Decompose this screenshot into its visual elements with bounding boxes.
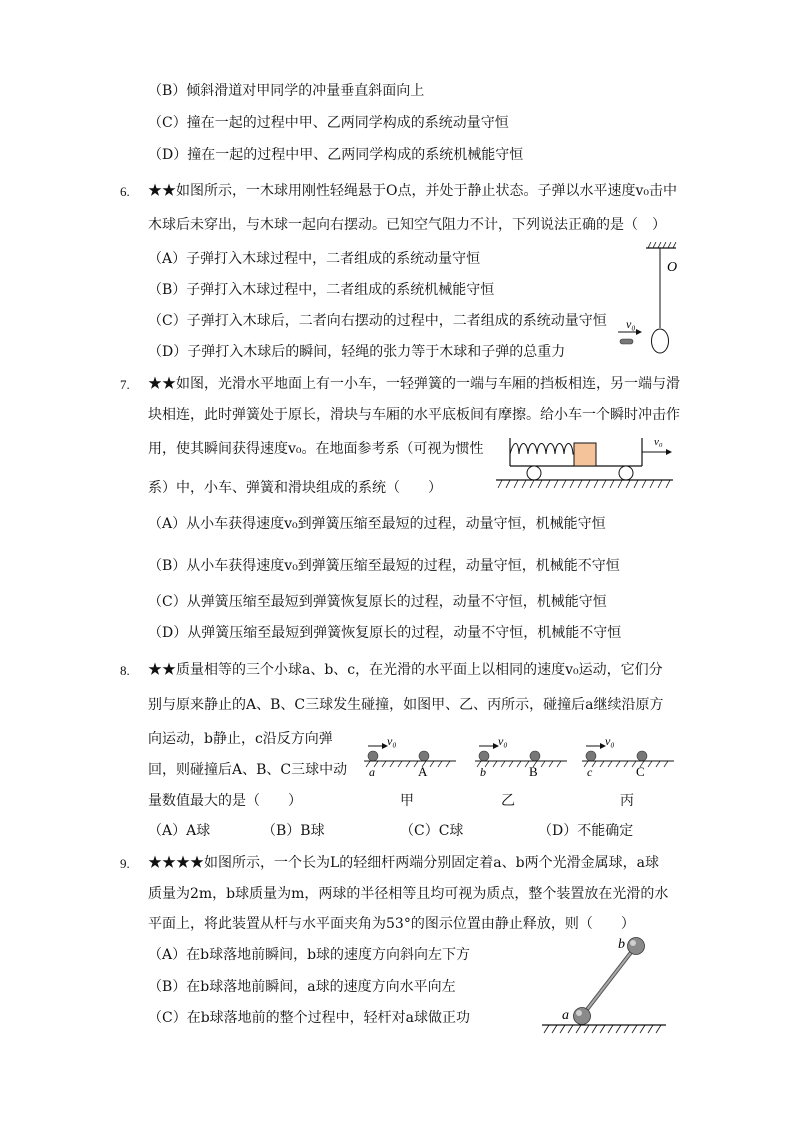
ball-c — [586, 751, 596, 761]
ball-a-q9 — [574, 1008, 591, 1025]
q7-option-c: （C）从弹簧压缩至最短到弹簧恢复原长的过程，动量不守恒，机械能守恒 — [148, 594, 607, 610]
q6-number: 6. — [120, 184, 130, 199]
q9-number: 9. — [120, 856, 130, 871]
q8-bing-v0: v₀ — [605, 734, 615, 748]
q8-yi-small-label: b — [480, 765, 486, 779]
ball-b — [479, 751, 489, 761]
q8-stem-line4: 回，则碰撞后A、B、C三球中动 — [148, 762, 348, 778]
q9-option-a: （A）在b球落地前瞬间，b球的速度方向斜向左下方 — [148, 947, 471, 963]
ball-C — [637, 751, 647, 761]
q7-stem-line1: ★★如图，光滑水平地面上有一小车，一轻弹簧的一端与车厢的挡板相连，另一端与滑 — [148, 376, 680, 392]
q8-caption-jia: 甲 — [400, 793, 414, 809]
q6-option-a: （A）子弹打入木球过程中，二者组成的系统动量守恒 — [148, 251, 481, 267]
cart-wheel-right — [619, 466, 633, 480]
q8-caption-yi: 乙 — [501, 793, 515, 809]
q8-jia-small-label: a — [369, 765, 375, 779]
q7-cart-figure — [492, 432, 677, 492]
q7-option-d: （D）从弹簧压缩至最短到弹簧恢复原长的过程，动量不守恒，机械能不守恒 — [148, 625, 622, 641]
q8-bing-big-label: C — [636, 764, 645, 779]
q8-figure-jia — [362, 730, 460, 782]
q6-pendulum-figure — [612, 242, 688, 358]
q7-number: 7. — [120, 377, 130, 392]
q8-jia-big-label: A — [418, 764, 428, 779]
q8-stem-line1: ★★质量相等的三个小球a、b、c，在光滑的水平面上以相同的速度v₀运动，它们分 — [148, 662, 663, 678]
q6-stem-line1: ★★如图所示，一木球用刚性轻绳悬于O点，并处于静止状态。子弹以水平速度v₀击中 — [148, 183, 677, 199]
q5-option-b: （B）倾斜滑道对甲同学的冲量垂直斜面向上 — [148, 83, 425, 99]
ball-B — [530, 751, 540, 761]
q8-bing-small-label: c — [587, 765, 593, 779]
q8-option-d: （D）不能确定 — [538, 823, 634, 839]
q9-option-c: （C）在b球落地前的整个过程中，轻杆对a球做正功 — [148, 1010, 471, 1026]
q8-figure-bing — [580, 730, 678, 782]
q5-option-d: （D）撞在一起的过程中甲、乙两同学构成的系统机械能守恒 — [148, 147, 524, 163]
ball-A — [419, 751, 429, 761]
q9-label-b: b — [618, 937, 625, 952]
q8-option-c: （C）C球 — [400, 823, 464, 839]
q9-option-b: （B）在b球落地前瞬间，a球的速度方向水平向左 — [148, 979, 456, 995]
q8-number: 8. — [120, 663, 130, 678]
q7-option-a: （A）从小车获得速度v₀到弹簧压缩至最短的过程，动量守恒，机械能守恒 — [148, 516, 606, 532]
q6-option-c: （C）子弹打入木球后，二者向右摆动的过程中，二者组成的系统动量守恒 — [148, 313, 607, 329]
q8-jia-v0: v₀ — [387, 734, 397, 748]
q8-option-a: （A）A球 — [148, 823, 211, 839]
q9-stem-line3: 平面上，将此装置从杆与水平面夹角为53°的图示位置由静止释放，则（ ） — [148, 916, 635, 932]
q7-stem-line3: 用，使其瞬间获得速度v₀。在地面参考系（可视为惯性 — [148, 441, 484, 457]
ball-a — [368, 751, 378, 761]
q5-option-c: （C）撞在一起的过程中甲、乙两同学构成的系统动量守恒 — [148, 115, 509, 131]
q7-stem-line2: 块相连，此时弹簧处于原长，滑块与车厢的水平底板间有摩擦。给小车一个瞬时冲击作 — [148, 407, 680, 423]
q7-label-v0: v₀ — [654, 436, 663, 448]
q8-option-b: （B）B球 — [262, 823, 325, 839]
q6-label-v0: v₀ — [626, 317, 636, 331]
q8-caption-bing: 丙 — [620, 793, 634, 809]
cart-wheel-left — [527, 466, 541, 480]
q9-rod-figure — [540, 930, 670, 1038]
q9-stem-line1: ★★★★如图所示，一个长为L的轻细杆两端分别固定着a、b两个光滑金属球，a球 — [148, 855, 659, 871]
q6-option-d: （D）子弹打入木球后的瞬间，轻绳的张力等于木球和子弹的总重力 — [148, 344, 566, 360]
q6-stem-line2: 木球后未穿出，与木球一起向右摆动。已知空气阻力不计，下列说法正确的是（ ） — [148, 217, 666, 233]
q8-stem-line2: 别与原来静止的A、B、C三球发生碰撞，如图甲、乙、丙所示，碰撞后a继续沿原方 — [148, 697, 664, 713]
bullet — [620, 339, 633, 344]
q8-figure-yi — [473, 730, 571, 782]
slider-block — [574, 443, 596, 466]
q7-option-b: （B）从小车获得速度v₀到弹簧压缩至最短的过程，动量守恒，机械能不守恒 — [148, 558, 620, 574]
q8-yi-v0: v₀ — [498, 734, 508, 748]
spring — [510, 444, 579, 455]
q7-stem-line4: 系）中，小车、弹簧和滑块组成的系统（ ） — [148, 480, 442, 496]
q8-stem-line3: 向运动，b静止，c沿反方向弹 — [148, 731, 333, 747]
ball-b-q9 — [628, 938, 645, 955]
q9-label-a: a — [562, 1008, 569, 1023]
wooden-ball — [652, 329, 669, 353]
q9-stem-line2: 质量为2m，b球质量为m，两球的半径相等且均可视为质点，整个装置放在光滑的水 — [148, 886, 669, 902]
q8-yi-big-label: B — [529, 764, 538, 779]
q8-stem-line5: 量数值最大的是（ ） — [148, 793, 302, 809]
q6-label-o: O — [667, 260, 678, 275]
q6-option-b: （B）子弹打入木球过程中，二者组成的系统机械能守恒 — [148, 282, 495, 298]
